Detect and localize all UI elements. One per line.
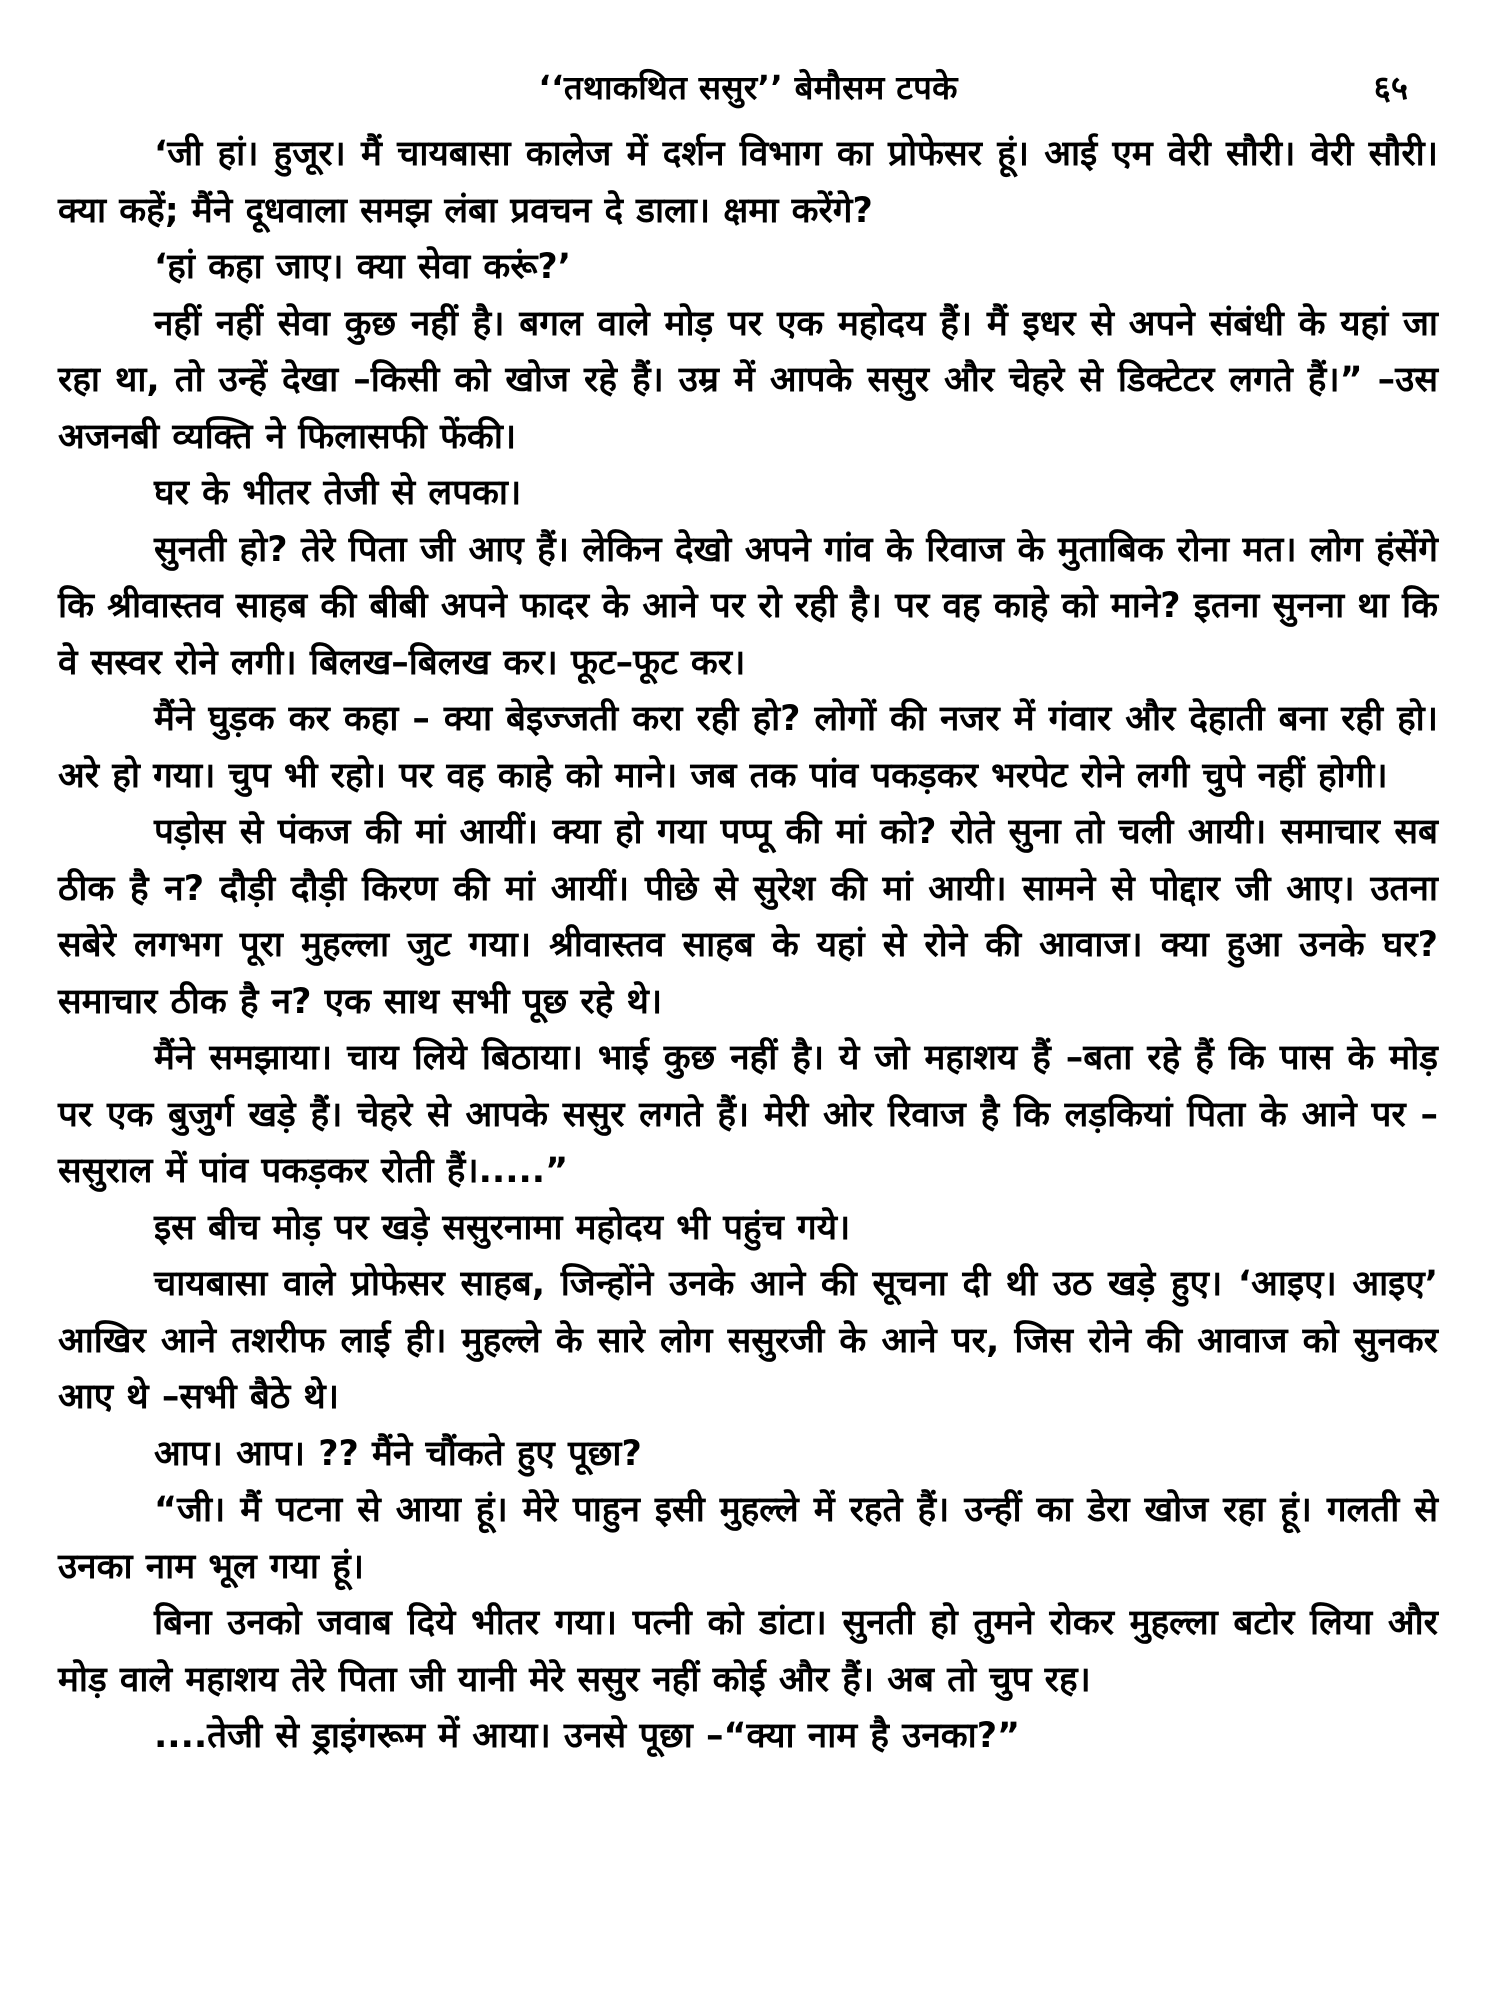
paragraph: सुनती हो? तेरे पिता जी आए हैं। लेकिन देखो अपने गांव के रिवाज के मुताबिक रोना मत। लोग हंसेंगे कि श्रीवास्तव साहब की बीबी अपने फादर के आने पर रो रही है। पर वह काहे को माने? इतना सुनना था कि वे सस्वर रोने लगी। बिलख–बिलख कर। फूट–फूट कर। (58, 529, 1438, 683)
paragraph: “जी। मैं पटना से आया हूं। मेरे पाहुन इसी मुहल्ले में रहते हैं। उन्हीं का डेरा खोज रहा हूं। गलती से उनका नाम भूल गया हूं। (58, 1490, 1438, 1587)
page-number: ६५ (1373, 68, 1408, 107)
paragraph: ‘हां कहा जाए। क्या सेवा करूं?’ (154, 247, 572, 287)
page-header (58, 60, 1438, 120)
paragraph: बिना उनको जवाब दिये भीतर गया। पत्नी को डांटा। सुनती हो तुमने रोकर मुहल्ला बटोर लिया और मोड़ वाले महाशय तेरे पिता जी यानी मेरे ससुर नहीं कोई और हैं। अब तो चुप रह। (58, 1603, 1438, 1700)
paragraph: मैंने समझाया। चाय लिये बिठाया। भाई कुछ नहीं है। ये जो महाशय हैं –बता रहे हैं कि पास के मोड़ पर एक बुजुर्ग खड़े हैं। चेहरे से आपके ससुर लगते हैं। मेरी ओर रिवाज है कि लड़कियां पिता के आने पर –ससुराल में पांव पकड़कर रोती हैं।.....” (58, 1038, 1438, 1191)
paragraph: मैंने घुड़क कर कहा – क्या बेइज्जती करा रही हो? लोगों की नजर में गंवार और देहाती बना रही हो। अरे हो गया। चुप भी रहो। पर वह काहे को माने। जब तक पांव पकड़कर भरपेट रोने लगी चुपे नहीं होगी। (58, 699, 1438, 796)
running-title: ‘‘तथाकथित ससुर’’ बेमौसम टपके (538, 68, 958, 107)
paragraph: आप। आप। ?? मैंने चौंकते हुए पूछा? (154, 1433, 642, 1474)
paragraph: नहीं नहीं सेवा कुछ नहीं है। बगल वाले मोड़ पर एक महोदय हैं। मैं इधर से अपने संबंधी के यहां जा रहा था, तो उन्हें देखा –किसी को खोज रहे हैं। उम्र में आपके ससुर और चेहरे से डिक्टेटर लगते हैं।” –उस अजनबी व्यक्ति ने फिलासफी फेंकी। (58, 303, 1438, 457)
paragraph: ....तेजी से ड्राइंगरूम में आया। उनसे पूछा –“क्या नाम है उनका?” (154, 1716, 1021, 1756)
paragraph: घर के भीतर तेजी से लपका। (154, 473, 522, 513)
paragraph: ‘जी हां। हुजूर। मैं चायबासा कालेज में दर्शन विभाग का प्रोफेसर हूं। आई एम वेरी सौरी। वेरी सौरी। क्या कहें; मैंने दूधवाला समझ लंबा प्रवचन दे डाला। क्षमा करेंगे? (58, 134, 1438, 231)
paragraph: पड़ोस से पंकज की मां आयीं। क्या हो गया पप्पू की मां को? रोते सुना तो चली आयी। समाचार सब ठीक है न? दौड़ी दौड़ी किरण की मां आयीं। पीछे से सुरेश की मां आयी। सामने से पोद्दार जी आए। उतना सबेरे लगभग पूरा मुहल्ला जुट गया। श्रीवास्तव साहब के यहां से रोने की आवाज। क्या हुआ उनके घर? समाचार ठीक है न? एक साथ सभी पूछ रहे थे। (58, 812, 1438, 1022)
paragraph: इस बीच मोड़ पर खड़े ससुरनामा महोदय भी पहुंच गये। (154, 1207, 851, 1248)
paragraph: चायबासा वाले प्रोफेसर साहब, जिन्होंने उनके आने की सूचना दी थी उठ खड़े हुए। ‘आइए। आइए’ आखिर आने तशरीफ लाई ही। मुहल्ले के सारे लोग ससुरजी के आने पर, जिस रोने की आवाज को सुनकर आए थे –सभी बैठे थे। (58, 1264, 1438, 1417)
book-page (58, 60, 1438, 1980)
body-text (58, 126, 1438, 1765)
